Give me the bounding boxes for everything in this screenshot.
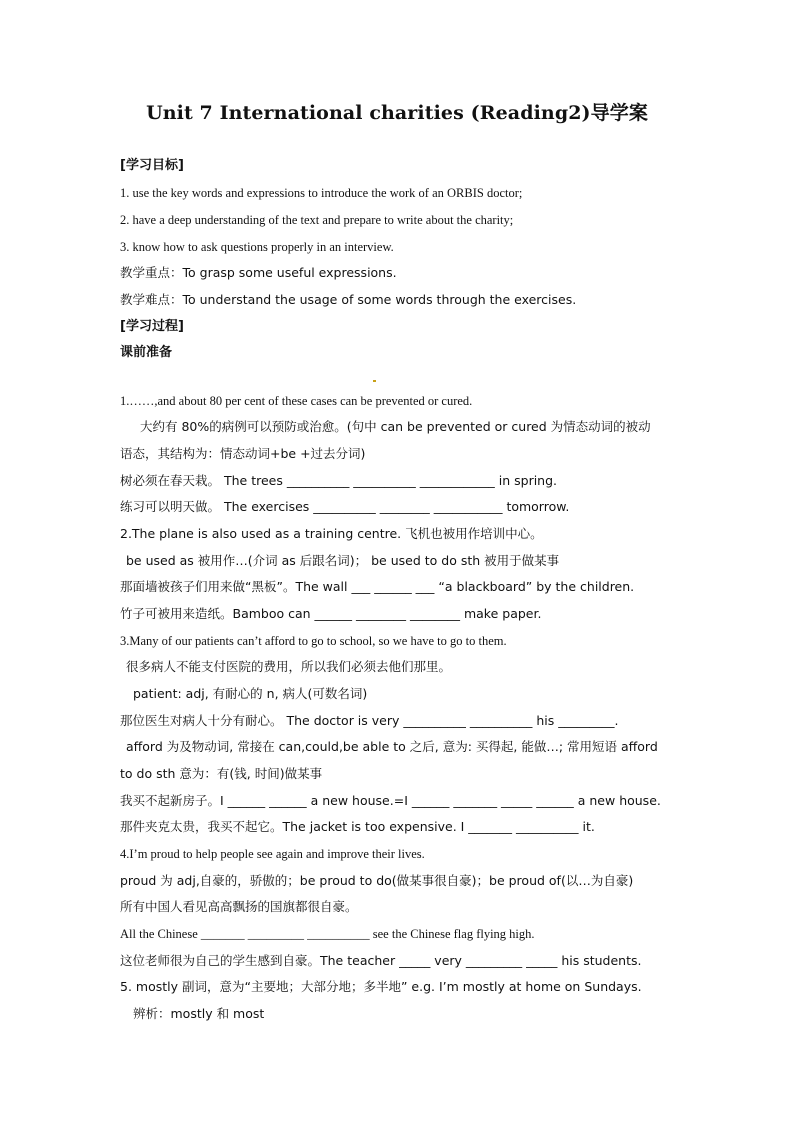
text-line: 1.……,and about 80 per cent of these cases can be prevented or cured.: [120, 394, 473, 408]
objectives-heading: [学习目标]: [120, 158, 184, 173]
text-line: patient: adj, 有耐心的 n, 病人(可数名词): [133, 686, 368, 701]
text-line: 树必须在春天栽。 The trees __________ __________ ____________ in spring.: [120, 473, 558, 488]
text-line: 这位老师很为自己的学生感到自豪。The teacher _____ very _________ _____ his students.: [120, 953, 642, 968]
text-line: 那位医生对病人十分有耐心。 The doctor is very __________ __________ his _________.: [120, 713, 619, 728]
text-line: afford 为及物动词, 常接在 can,could,be able to 之后, 意为: 买得起, 能做…; 常用短语 afford: [126, 739, 658, 754]
text-line: be used as 被用作…(介词 as 后跟名词)； be used to do sth 被用于做某事: [126, 553, 560, 568]
objective-3: 3. know how to ask questions properly in an interview.: [120, 240, 394, 254]
decorative-dot: [373, 380, 376, 382]
key-point: 教学重点：To grasp some useful expressions.: [120, 265, 397, 280]
text-line: 很多病人不能支付医院的费用，所以我们必须去他们那里。: [126, 659, 452, 674]
text-line: 2.The plane is also used as a training centre. 飞机也被用作培训中心。: [120, 526, 543, 541]
text-line: 大约有 80%的病例可以预防或治愈。(句中 can be prevented or cured 为情态动词的被动: [140, 419, 651, 434]
text-line: 辨析：mostly 和 most: [133, 1006, 265, 1021]
text-line: 4.I’m proud to help people see again and improve their lives.: [120, 847, 425, 861]
text-line: 那面墙被孩子们用来做“黑板”。The wall ___ ______ ___ “a blackboard” by the children.: [120, 579, 635, 594]
objective-1: 1. use the key words and expressions to introduce the work of an ORBIS doctor;: [120, 186, 523, 200]
text-line: 所有中国人看见高高飘扬的国旗都很自豪。: [120, 899, 358, 914]
text-line: 语态，其结构为：情态动词+be +过去分词): [120, 446, 366, 461]
difficult-point: 教学难点：To understand the usage of some words through the exercises.: [120, 292, 577, 307]
text-line: 竹子可被用来造纸。Bamboo can ______ ________ ________ make paper.: [120, 606, 542, 621]
prep-heading: 课前准备: [120, 345, 173, 360]
text-line: 练习可以明天做。 The exercises __________ ________ ___________ tomorrow.: [120, 499, 570, 514]
text-line: 那件夹克太贵，我买不起它。The jacket is too expensive. I _______ __________ it.: [120, 819, 595, 834]
text-line: proud 为 adj,自豪的，骄傲的；be proud to do(做某事很自豪)；be proud of(以…为自豪): [120, 873, 634, 888]
page-title: Unit 7 International charities (Reading2)导学案: [146, 102, 648, 124]
text-line: 我买不起新房子。I ______ ______ a new house.=I ______ _______ _____ ______ a new house.: [120, 793, 661, 808]
text-line: 3.Many of our patients can’t afford to go to school, so we have to go to them.: [120, 634, 507, 648]
text-line: 5. mostly 副词，意为“主要地；大部分地；多半地” e.g. I’m mostly at home on Sundays.: [120, 979, 642, 994]
text-line: to do sth 意为：有(钱, 时间)做某事: [120, 766, 323, 781]
process-heading: [学习过程]: [120, 319, 184, 334]
objective-2: 2. have a deep understanding of the text and prepare to write about the charity;: [120, 213, 514, 227]
text-line: All the Chinese _______ _________ __________ see the Chinese flag flying high.: [120, 927, 535, 941]
